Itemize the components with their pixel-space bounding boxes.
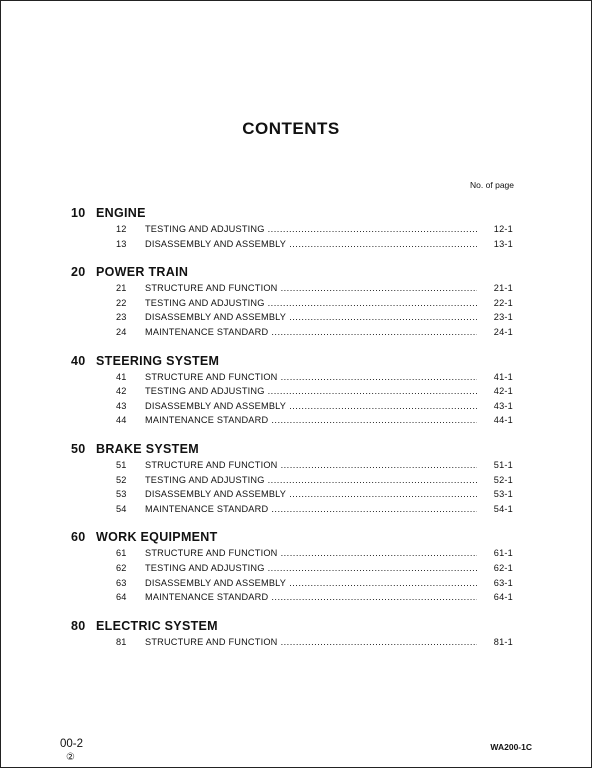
entry-page: 81-1 xyxy=(477,635,513,650)
contents-entry xyxy=(71,399,513,414)
entry-title: DISASSEMBLY AND ASSEMBLY ..... xyxy=(145,487,483,502)
entry-number: 53 xyxy=(116,489,127,500)
entry-number: 12 xyxy=(116,224,127,234)
entry-page: 42-1 xyxy=(477,384,513,399)
contents-entry xyxy=(71,473,513,488)
entry-number: 52 xyxy=(116,474,127,485)
entry-page: 24-1 xyxy=(477,325,513,340)
section-title: ELECTRIC SYSTEM xyxy=(96,618,218,633)
contents-entry xyxy=(71,502,513,517)
entry-page: 12-1 xyxy=(477,222,513,237)
entry-number: 63 xyxy=(116,577,127,588)
entry-title: STRUCTURE AND FUNCTION ..... xyxy=(145,546,483,561)
entry-number: 64 xyxy=(116,592,127,603)
entry-number: 22 xyxy=(116,297,127,308)
contents-entry xyxy=(71,458,513,473)
contents-section xyxy=(71,204,513,251)
entry-page: 63-1 xyxy=(477,576,513,591)
entry-number: 24 xyxy=(116,326,127,337)
entry-page: 23-1 xyxy=(477,310,513,325)
entry-number: 23 xyxy=(116,312,127,323)
entry-title: MAINTENANCE STANDARD ..... xyxy=(145,590,483,605)
footer-model: WA200-1C xyxy=(490,742,532,752)
entry-title: TESTING AND ADJUSTING ..... xyxy=(145,222,483,237)
contents-entry xyxy=(71,576,513,591)
contents-entry xyxy=(71,237,513,252)
entry-number: 44 xyxy=(116,415,127,426)
contents-entry xyxy=(71,635,513,650)
entry-title: DISASSEMBLY AND ASSEMBLY ..... xyxy=(145,237,483,252)
entry-number: 61 xyxy=(116,548,127,559)
entry-page: 44-1 xyxy=(477,413,513,428)
entry-number: 41 xyxy=(116,371,127,382)
entry-title: STRUCTURE AND FUNCTION ..... xyxy=(145,635,483,650)
entry-number: 54 xyxy=(116,503,127,514)
entry-number: 13 xyxy=(116,238,127,249)
section-number: 20 xyxy=(71,265,86,280)
entry-page: 41-1 xyxy=(477,370,513,385)
section-number: 80 xyxy=(71,618,86,633)
contents-entry xyxy=(71,281,513,296)
footer-revision-mark: ② xyxy=(66,752,75,763)
entry-page: 64-1 xyxy=(477,590,513,605)
section-title: POWER TRAIN xyxy=(96,265,189,280)
entry-page: 22-1 xyxy=(477,296,513,311)
contents-entry xyxy=(71,296,513,311)
section-title: BRAKE SYSTEM xyxy=(96,441,199,456)
section-number: 40 xyxy=(71,353,86,368)
entry-number: 42 xyxy=(116,386,127,397)
contents-entry xyxy=(71,325,513,340)
section-heading xyxy=(71,617,513,635)
entry-title: TESTING AND ADJUSTING ..... xyxy=(145,384,483,399)
entry-title: MAINTENANCE STANDARD ..... xyxy=(145,325,483,340)
page-column-header: No. of page xyxy=(470,180,514,190)
entry-title: MAINTENANCE STANDARD ..... xyxy=(145,502,483,517)
section-heading xyxy=(71,204,513,222)
entry-title: TESTING AND ADJUSTING ..... xyxy=(145,561,483,576)
contents-section xyxy=(71,528,513,604)
entry-page: 51-1 xyxy=(477,458,513,473)
entry-page: 43-1 xyxy=(477,399,513,414)
contents-entry xyxy=(71,310,513,325)
entry-title: DISASSEMBLY AND ASSEMBLY ..... xyxy=(145,310,483,325)
contents-entry xyxy=(71,413,513,428)
footer-page-number: 00-2 xyxy=(60,738,84,750)
contents-section xyxy=(71,617,513,650)
entry-title: TESTING AND ADJUSTING ..... xyxy=(145,473,483,488)
contents-section xyxy=(71,263,513,339)
contents-entry xyxy=(71,590,513,605)
entry-title: DISASSEMBLY AND ASSEMBLY ..... xyxy=(145,399,483,414)
entry-number: 43 xyxy=(116,400,127,411)
entry-page: 62-1 xyxy=(477,561,513,576)
entry-title: MAINTENANCE STANDARD ..... xyxy=(145,413,483,428)
entry-page: 21-1 xyxy=(477,281,513,296)
entry-title: STRUCTURE AND FUNCTION ..... xyxy=(145,370,483,385)
page-title: CONTENTS xyxy=(242,119,340,138)
section-number: 60 xyxy=(71,530,86,545)
entry-title: DISASSEMBLY AND ASSEMBLY ..... xyxy=(145,576,483,591)
contents-entry xyxy=(71,370,513,385)
contents-section xyxy=(71,352,513,428)
entry-page: 53-1 xyxy=(477,487,513,502)
contents-entry xyxy=(71,561,513,576)
contents-entry xyxy=(71,384,513,399)
entry-number: 62 xyxy=(116,562,127,573)
entry-title: STRUCTURE AND FUNCTION ..... xyxy=(145,458,483,473)
entry-page: 52-1 xyxy=(477,473,513,488)
section-title: STEERING SYSTEM xyxy=(96,353,220,368)
section-title: ENGINE xyxy=(96,206,146,220)
entry-title: TESTING AND ADJUSTING ..... xyxy=(145,296,483,311)
contents-section xyxy=(71,440,513,516)
contents-entry xyxy=(71,487,513,502)
section-heading xyxy=(71,352,513,370)
entry-page: 61-1 xyxy=(477,546,513,561)
entry-number: 81 xyxy=(116,636,127,647)
contents-entry xyxy=(71,222,513,237)
section-number: 50 xyxy=(71,441,86,456)
contents-entry xyxy=(71,546,513,561)
entry-number: 51 xyxy=(116,459,127,470)
entry-title: STRUCTURE AND FUNCTION ..... xyxy=(145,281,483,296)
section-heading xyxy=(71,528,513,546)
section-title: WORK EQUIPMENT xyxy=(96,530,218,545)
entry-page: 54-1 xyxy=(477,502,513,517)
section-heading xyxy=(71,263,513,281)
entry-page: 13-1 xyxy=(477,237,513,252)
contents-list xyxy=(71,204,513,661)
entry-number: 21 xyxy=(116,283,127,294)
section-number: 10 xyxy=(71,206,86,220)
section-heading xyxy=(71,440,513,458)
